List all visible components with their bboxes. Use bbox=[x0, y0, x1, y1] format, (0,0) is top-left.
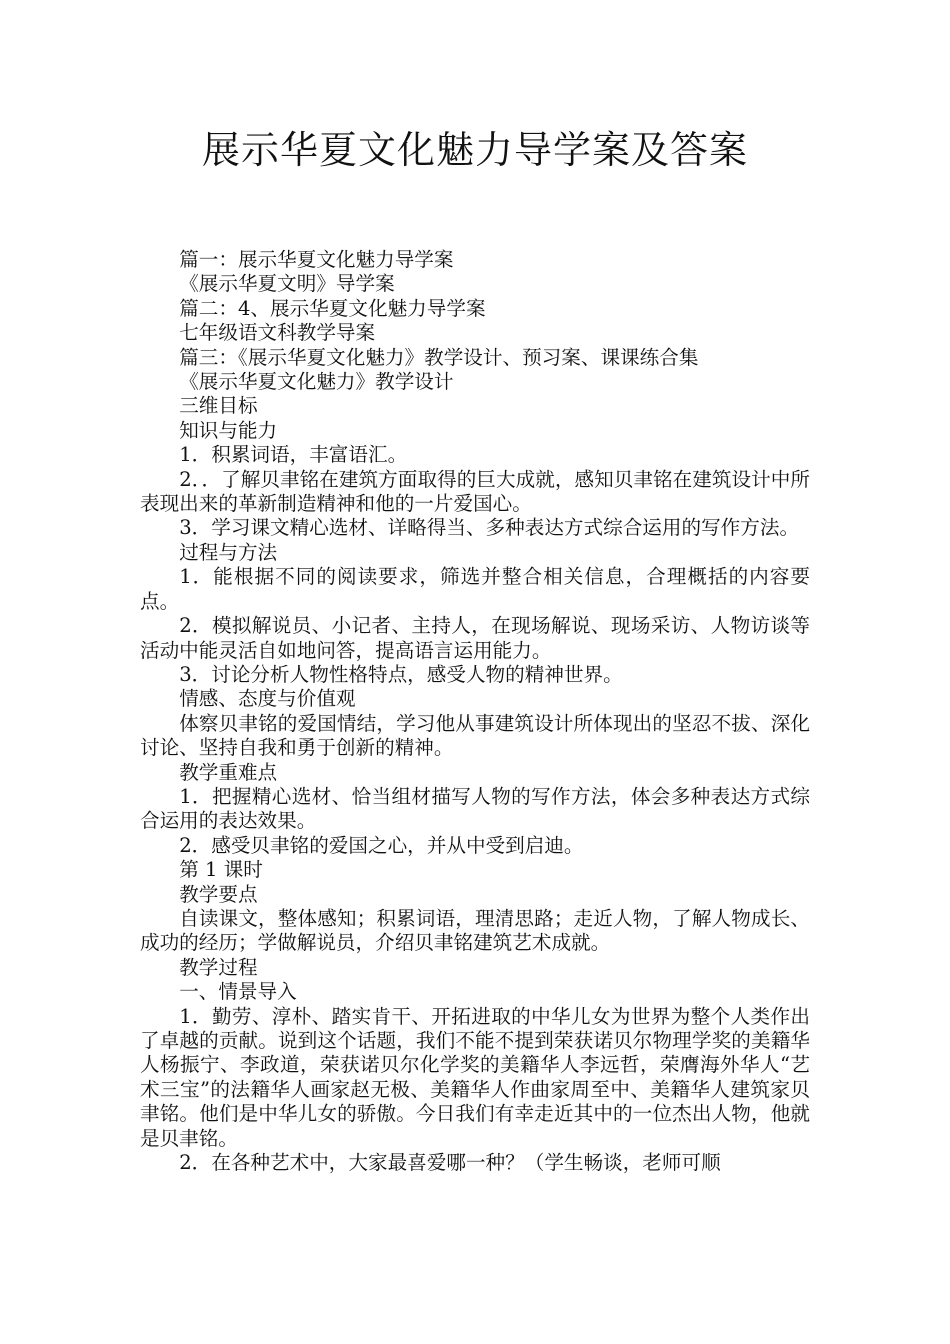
paragraph: 篇三：《展示华夏文化魅力》教学设计、预习案、课课练合集 bbox=[179, 345, 699, 369]
paragraph: 《展示华夏文化魅力》教学设计 bbox=[179, 370, 454, 394]
list-item: 1．把握精心选材、恰当组材描写人物的写作方法，体会多种表达方式综合运用的表达效果。 bbox=[140, 784, 810, 833]
section-heading: 知识与能力 bbox=[179, 418, 278, 442]
list-item: 1．积累词语，丰富语汇。 bbox=[179, 443, 408, 467]
section-heading: 教学要点 bbox=[179, 882, 258, 906]
paragraph: 七年级语文科教学导案 bbox=[179, 321, 376, 345]
paragraph: 篇二：4、展示华夏文化魅力导学案 bbox=[179, 296, 486, 320]
page-title: 展示华夏文化魅力导学案及答案 bbox=[201, 128, 748, 172]
paragraph: 自读课文，整体感知；积累词语，理清思路；走近人物，了解人物成长、成功的经历；学做解说员，介绍贝聿铭建筑艺术成就。 bbox=[140, 906, 810, 955]
section-heading: 情感、态度与价值观 bbox=[179, 687, 356, 711]
paragraph: 《展示华夏文明》导学案 bbox=[179, 272, 395, 296]
paragraph: 体察贝聿铭的爱国情结，学习他从事建筑设计所体现出的坚忍不拔、深化讨论、坚持自我和勇于创新的精神。 bbox=[140, 711, 810, 760]
list-item: 2．．了解贝聿铭在建筑方面取得的巨大成就，感知贝聿铭在建筑设计中所表现出来的革新制造精神和他的一片爱国心。 bbox=[140, 467, 810, 516]
section-heading: 过程与方法 bbox=[179, 540, 278, 564]
document-body bbox=[140, 248, 810, 1175]
list-item: 3．学习课文精心选材、详略得当、多种表达方式综合运用的写作方法。 bbox=[179, 516, 800, 540]
paragraph: 篇一：展示华夏文化魅力导学案 bbox=[179, 248, 454, 271]
list-item: 2．感受贝聿铭的爱国之心，并从中受到启迪。 bbox=[179, 833, 584, 857]
section-heading: 教学过程 bbox=[179, 955, 258, 979]
list-item: 3．讨论分析人物性格特点，感受人物的精神世界。 bbox=[179, 662, 623, 686]
section-heading: 一、情景导入 bbox=[179, 980, 297, 1004]
section-heading: 第 1 课时 bbox=[179, 858, 263, 882]
list-item: 2．在各种艺术中，大家最喜爱哪一种？（学生畅谈，老师可顺 bbox=[179, 1151, 721, 1175]
list-item: 1．能根据不同的阅读要求，筛选并整合相关信息，合理概括的内容要点。 bbox=[140, 565, 810, 613]
section-heading: 教学重难点 bbox=[179, 760, 278, 784]
list-item: 1．勤劳、淳朴、踏实肯干、开拓进取的中华儿女为世界为整个人类作出了卓越的贡献。说到这个话题，我们不能不提到荣获诺贝尔物理学奖的美籍华人杨振宁、李政道，荣获诺贝尔化学奖的美籍华人李远哲，荣膺海外华人“艺术三宝”的法籍华人画家赵无极、美籍华人作曲家周至中、美籍华人建筑家贝聿铭。他们是中华儿女的骄傲。今日我们有幸走近其中的一位杰出人物，他就是贝聿铭。 bbox=[140, 1004, 810, 1150]
list-item: 2．模拟解说员、小记者、主持人，在现场解说、现场采访、人物访谈等活动中能灵活自如地问答，提高语言运用能力。 bbox=[140, 614, 810, 662]
section-heading: 三维目标 bbox=[179, 394, 258, 418]
